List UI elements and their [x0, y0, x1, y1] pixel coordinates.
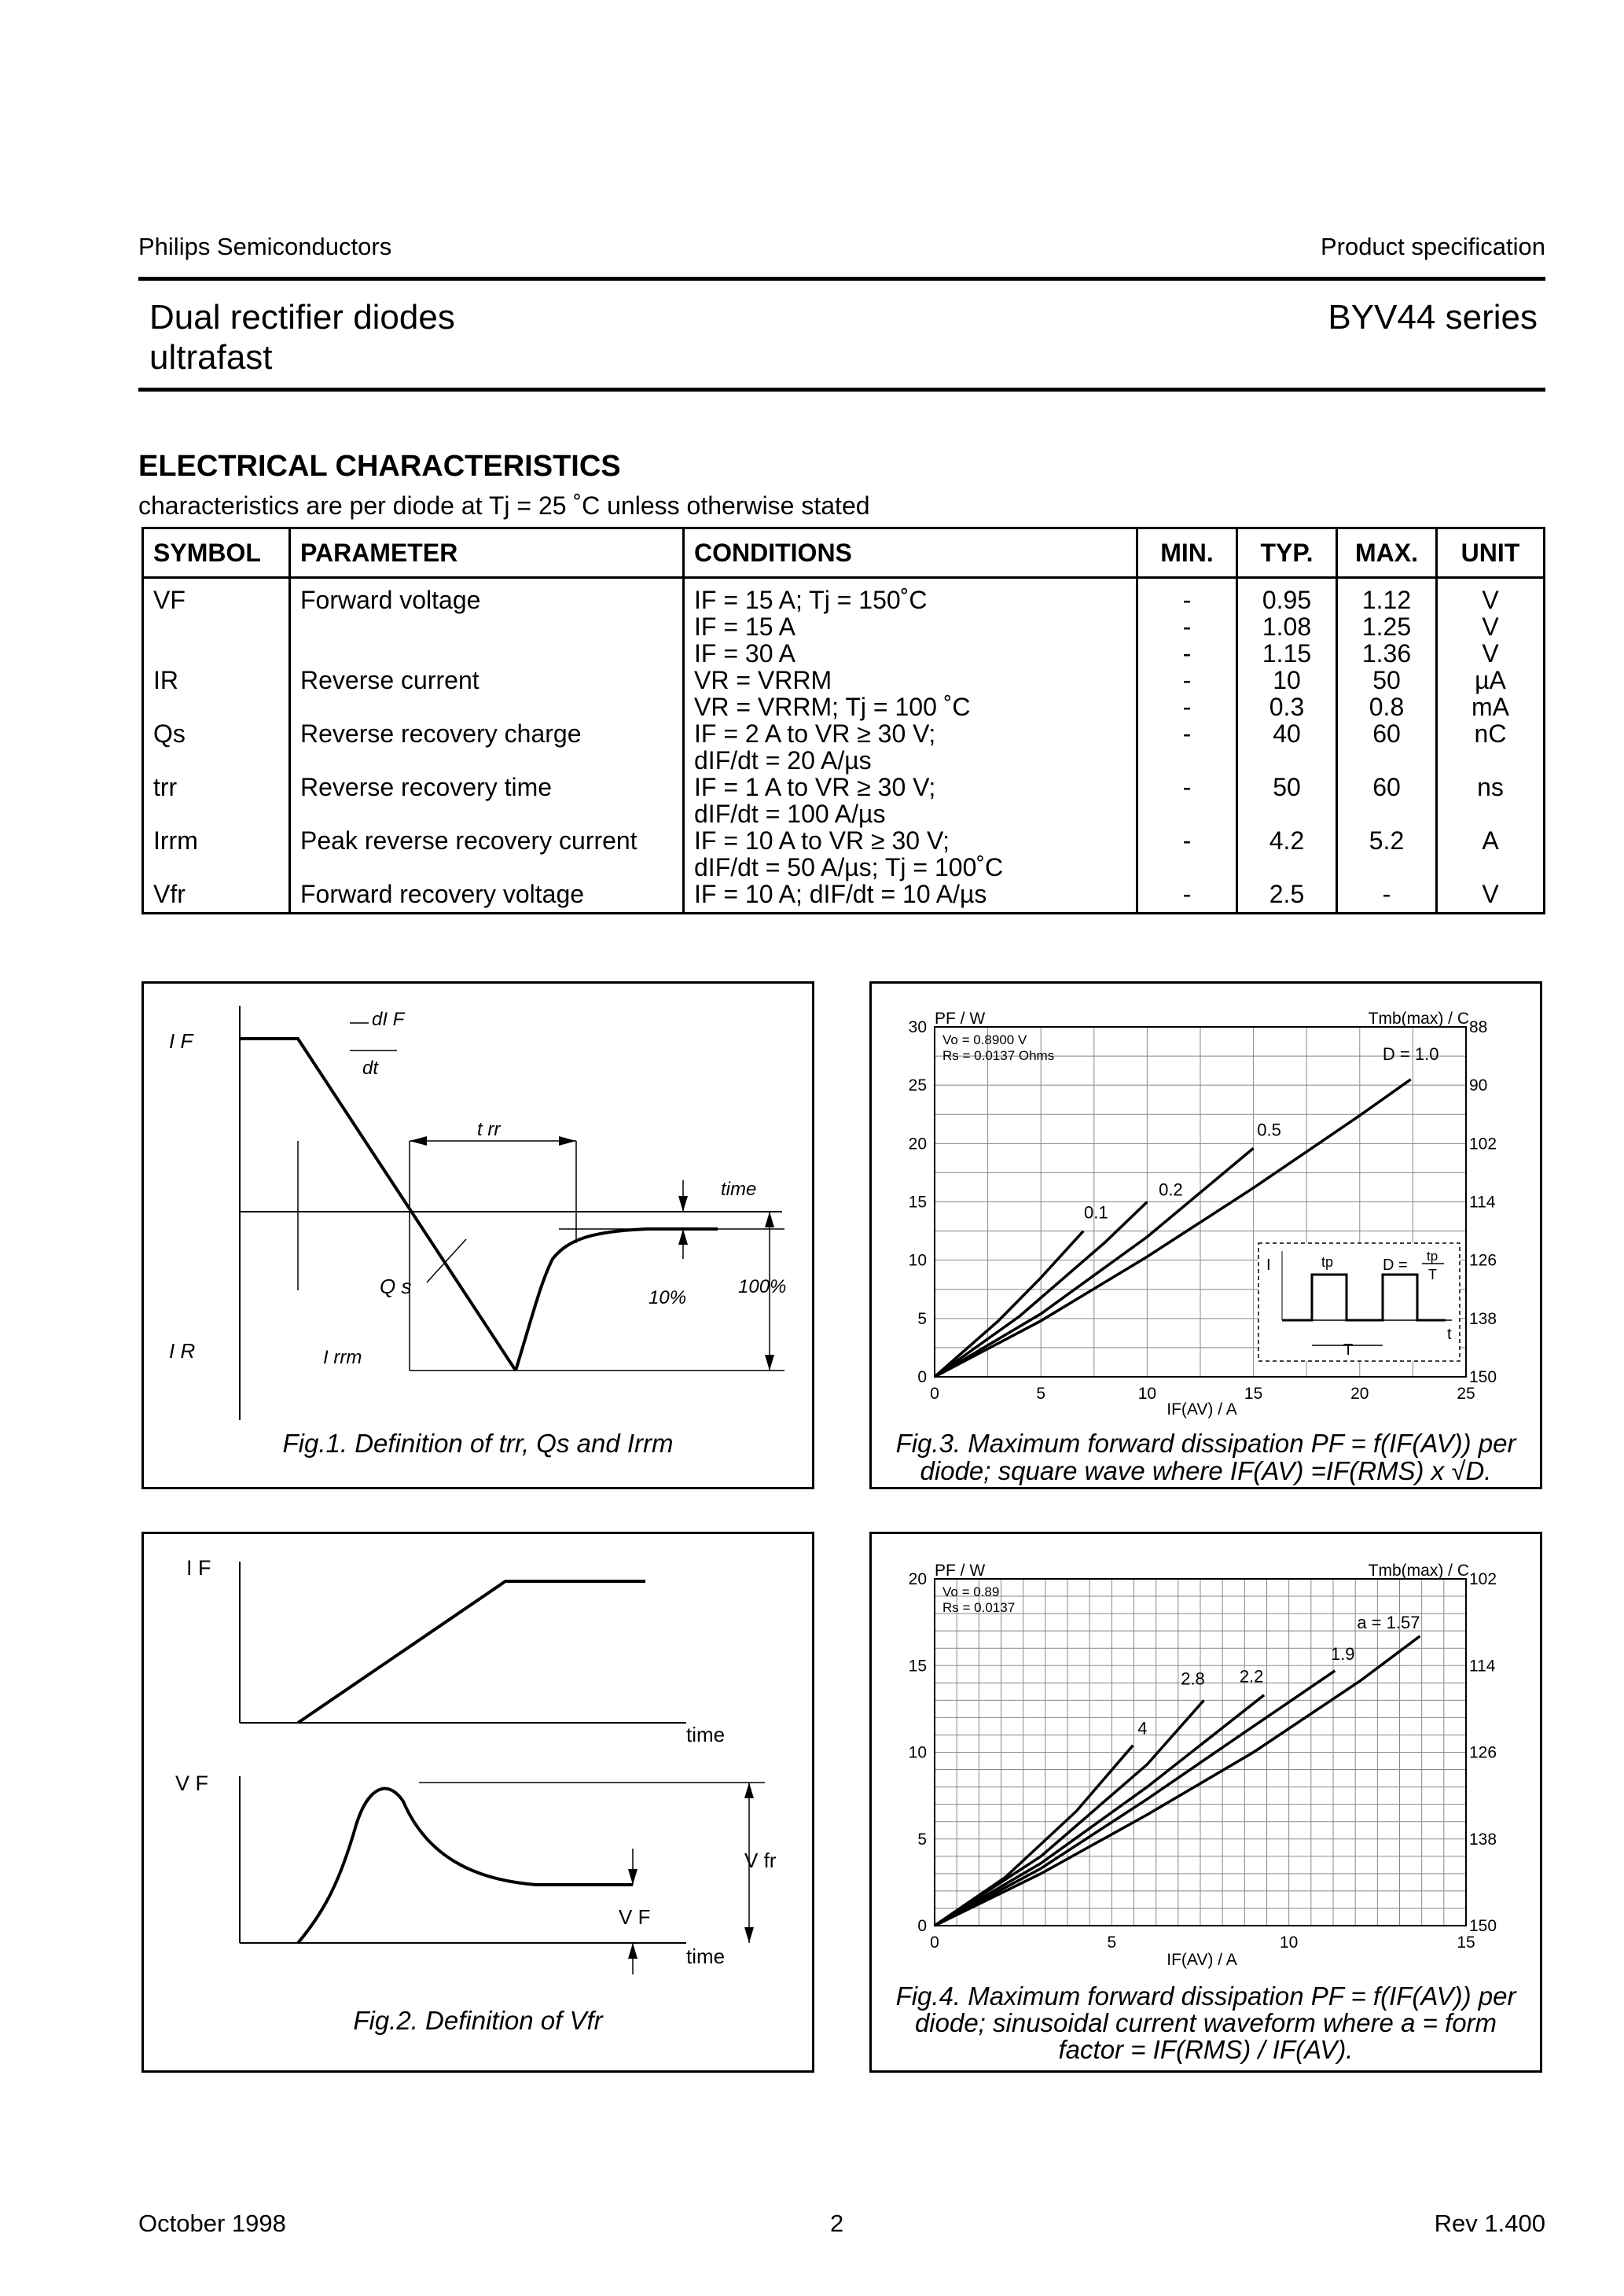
cell-min [1137, 854, 1237, 881]
y-axis-label: PF / W [935, 1562, 986, 1580]
cell-typ: 1.08 [1237, 613, 1337, 640]
series-line [935, 1231, 1083, 1377]
y2-tick-label: 88 [1469, 1018, 1488, 1036]
cell-typ: 0.95 [1237, 578, 1337, 614]
y-tick-label: 0 [917, 1368, 927, 1386]
col-typ: TYP. [1237, 528, 1337, 578]
cell-max [1337, 854, 1437, 881]
y-tick-label: 10 [908, 1743, 927, 1762]
x-tick-label: 15 [1457, 1934, 1475, 1952]
fig1-if-label: I F [169, 1029, 193, 1053]
cell-unit: nC [1437, 720, 1545, 747]
x-tick-label: 5 [1036, 1385, 1046, 1403]
cell-max: 50 [1337, 667, 1437, 694]
table-row [143, 667, 1545, 694]
cell-max: 1.12 [1337, 578, 1437, 614]
cell-min [1137, 747, 1237, 774]
cell-min: - [1137, 774, 1237, 800]
cell-unit: mA [1437, 694, 1545, 720]
cell-unit [1437, 854, 1545, 881]
x-tick-label: 15 [1244, 1385, 1263, 1403]
cell-symbol: trr [143, 774, 290, 800]
cell-min: - [1137, 881, 1237, 914]
fig2-vf2-label: V F [619, 1905, 651, 1929]
cell-unit: V [1437, 613, 1545, 640]
cell-symbol [143, 640, 290, 667]
cell-conditions: dIF/dt = 100 A/µs [684, 800, 1137, 827]
y-tick-label: 10 [908, 1251, 927, 1270]
y2-tick-label: 150 [1469, 1368, 1497, 1386]
cell-min: - [1137, 640, 1237, 667]
fig4-caption-line2: diode; sinusoidal current waveform where a = form [914, 2008, 1497, 2037]
note-rs: Rs = 0.0137 Ohms [942, 1048, 1055, 1063]
fig1-diagram [144, 984, 812, 1487]
series-label: a = 1.57 [1357, 1612, 1420, 1632]
series-label: 0.1 [1083, 1202, 1108, 1223]
fig1-caption: Fig.1. Definition of trr, Qs and Irrm [282, 1429, 674, 1458]
y-tick-label: 15 [908, 1657, 927, 1676]
cell-typ [1237, 800, 1337, 827]
x-axis-label: IF(AV) / A [1167, 1400, 1237, 1418]
y2-tick-label: 90 [1469, 1076, 1488, 1095]
fig1-didt-den: dt [362, 1058, 379, 1079]
table-row [143, 578, 1545, 614]
cell-symbol: Irrm [143, 827, 290, 854]
x-tick-label: 0 [930, 1385, 939, 1403]
cell-conditions: IF = 15 A; Tj = 150˚C [684, 578, 1137, 614]
fig1-100pct-label: 100% [738, 1276, 787, 1297]
table-row [143, 613, 1545, 640]
cell-unit: µA [1437, 667, 1545, 694]
cell-typ: 1.15 [1237, 640, 1337, 667]
electrical-characteristics-table [141, 527, 1545, 914]
x-tick-label: 25 [1457, 1385, 1475, 1403]
cell-conditions: VR = VRRM [684, 667, 1137, 694]
y-axis-label: PF / W [935, 1010, 986, 1028]
y-tick-label: 5 [917, 1309, 927, 1328]
y-tick-label: 0 [917, 1917, 927, 1935]
table-row [143, 800, 1545, 827]
fig2-time2-label: time [686, 1945, 726, 1968]
inset-tp-label: tp [1321, 1254, 1334, 1270]
cell-conditions: IF = 1 A to VR ≥ 30 V; [684, 774, 1137, 800]
table-row [143, 881, 1545, 914]
cell-conditions: IF = 2 A to VR ≥ 30 V; [684, 720, 1137, 747]
cell-min: - [1137, 694, 1237, 720]
x-axis-label: IF(AV) / A [1167, 1951, 1237, 1969]
fig1-time-label: time [721, 1179, 757, 1200]
inset-frac-num: tp [1427, 1249, 1438, 1264]
cell-typ: 2.5 [1237, 881, 1337, 914]
cell-parameter [290, 613, 684, 640]
table-row [143, 827, 1545, 854]
y-tick-label: 25 [908, 1076, 927, 1095]
y-tick-label: 5 [917, 1830, 927, 1849]
fig3-caption-line1: Fig.3. Maximum forward dissipation PF = f(IF(AV)) per [895, 1429, 1516, 1458]
y2-tick-label: 102 [1469, 1570, 1497, 1588]
cell-symbol: VF [143, 578, 290, 614]
cell-typ: 40 [1237, 720, 1337, 747]
cell-parameter [290, 747, 684, 774]
doc-title-line2: ultrafast [149, 338, 273, 377]
series-line [935, 1700, 1204, 1926]
series-label: 2.2 [1239, 1666, 1264, 1687]
fig1-box [141, 981, 814, 1489]
y2-axis-label: Tmb(max) / C [1368, 1010, 1469, 1028]
cell-parameter: Reverse recovery charge [290, 720, 684, 747]
inset-i-label: I [1266, 1257, 1271, 1274]
series-label: D = 1.0 [1382, 1043, 1439, 1064]
cell-min: - [1137, 827, 1237, 854]
cell-parameter: Peak reverse recovery current [290, 827, 684, 854]
cell-parameter: Reverse recovery time [290, 774, 684, 800]
cell-max: 5.2 [1337, 827, 1437, 854]
cell-conditions: IF = 30 A [684, 640, 1137, 667]
x-tick-label: 20 [1350, 1385, 1369, 1403]
fig2-vfr-label: V fr [744, 1849, 777, 1872]
cell-unit: V [1437, 881, 1545, 914]
cell-conditions: VR = VRRM; Tj = 100 ˚C [684, 694, 1137, 720]
cell-min: - [1137, 720, 1237, 747]
cell-parameter [290, 800, 684, 827]
y2-tick-label: 102 [1469, 1135, 1497, 1154]
cell-min: - [1137, 667, 1237, 694]
cell-typ: 50 [1237, 774, 1337, 800]
cell-max [1337, 800, 1437, 827]
note-rs: Rs = 0.0137 [942, 1600, 1016, 1615]
cell-parameter [290, 854, 684, 881]
note-vo: Vo = 0.8900 V [942, 1032, 1027, 1047]
series-label: 1.9 [1330, 1643, 1355, 1664]
fig1-trr-label: t rr [477, 1119, 501, 1140]
cell-parameter [290, 694, 684, 720]
cell-min: - [1137, 578, 1237, 614]
cell-conditions: dIF/dt = 50 A/µs; Tj = 100˚C [684, 854, 1137, 881]
y2-axis-label: Tmb(max) / C [1368, 1562, 1469, 1580]
cell-symbol: IR [143, 667, 290, 694]
fig1-irrm-label: I rrm [323, 1347, 362, 1368]
inset-d-label: D = [1383, 1257, 1408, 1274]
y2-tick-label: 126 [1469, 1743, 1497, 1762]
y2-tick-label: 138 [1469, 1830, 1497, 1849]
cell-max: - [1337, 881, 1437, 914]
x-tick-label: 10 [1137, 1385, 1157, 1403]
cell-symbol [143, 800, 290, 827]
footer-page-number: 2 [830, 2210, 844, 2237]
col-unit: UNIT [1437, 528, 1545, 578]
fig2-box [141, 1532, 814, 2073]
fig1-didt-num: dI F [372, 1009, 405, 1030]
col-symbol: SYMBOL [143, 528, 290, 578]
fig2-diagram [144, 1534, 812, 2069]
cell-unit: V [1437, 578, 1545, 614]
company-name: Philips Semiconductors [138, 233, 392, 260]
x-tick-label: 5 [1107, 1934, 1117, 1952]
doc-type: Product specification [1320, 233, 1545, 260]
y2-tick-label: 126 [1469, 1251, 1497, 1270]
cell-min [1137, 800, 1237, 827]
doc-title-line1: Dual rectifier diodes [149, 298, 455, 337]
col-parameter: PARAMETER [290, 528, 684, 578]
fig3-caption-line2: diode; square wave where IF(AV) =IF(RMS) x √D. [920, 1456, 1492, 1485]
fig4-caption-line1: Fig.4. Maximum forward dissipation PF = f(IF(AV)) per [895, 1981, 1516, 2011]
table-row [143, 640, 1545, 667]
fig2-time1-label: time [686, 1723, 726, 1746]
series-label: 0.5 [1257, 1120, 1281, 1140]
x-tick-label: 0 [930, 1934, 939, 1952]
cell-parameter [290, 640, 684, 667]
cell-conditions: dIF/dt = 20 A/µs [684, 747, 1137, 774]
footer-date: October 1998 [138, 2210, 286, 2237]
cell-typ: 10 [1237, 667, 1337, 694]
fig2-vf-label: V F [175, 1772, 209, 1795]
cell-typ: 0.3 [1237, 694, 1337, 720]
col-max: MAX. [1337, 528, 1437, 578]
fig2-if-label: I F [186, 1556, 211, 1580]
header-rule [138, 277, 1545, 281]
fig1-qs-label: Q s [380, 1275, 412, 1298]
cell-unit: ns [1437, 774, 1545, 800]
fig1-ir-label: I R [169, 1339, 196, 1363]
inset-t-axis-label: t [1447, 1326, 1452, 1343]
cell-max: 60 [1337, 720, 1437, 747]
cell-symbol [143, 854, 290, 881]
cell-unit: V [1437, 640, 1545, 667]
y2-tick-label: 114 [1469, 1193, 1496, 1212]
cell-conditions: IF = 10 A; dIF/dt = 10 A/µs [684, 881, 1137, 914]
col-conditions: CONDITIONS [684, 528, 1137, 578]
title-rule [138, 388, 1545, 392]
cell-symbol: Qs [143, 720, 290, 747]
cell-parameter: Forward voltage [290, 578, 684, 614]
cell-typ: 4.2 [1237, 827, 1337, 854]
cell-max: 60 [1337, 774, 1437, 800]
table-row [143, 694, 1545, 720]
cell-typ [1237, 854, 1337, 881]
y-tick-label: 30 [908, 1018, 927, 1036]
cell-conditions: IF = 15 A [684, 613, 1137, 640]
fig2-caption: Fig.2. Definition of Vfr [353, 2006, 603, 2035]
cell-parameter: Forward recovery voltage [290, 881, 684, 914]
col-min: MIN. [1137, 528, 1237, 578]
cell-symbol [143, 694, 290, 720]
table-header-row [143, 528, 1545, 578]
cell-min: - [1137, 613, 1237, 640]
section-title: ELECTRICAL CHARACTERISTICS [138, 450, 621, 483]
cell-conditions: IF = 10 A to VR ≥ 30 V; [684, 827, 1137, 854]
series-line [935, 1746, 1133, 1926]
table-row [143, 747, 1545, 774]
x-tick-label: 10 [1279, 1934, 1299, 1952]
inset-frac-den: T [1428, 1267, 1437, 1282]
cell-max [1337, 747, 1437, 774]
series-label: 0.2 [1159, 1179, 1183, 1200]
cell-unit: A [1437, 827, 1545, 854]
cell-symbol [143, 613, 290, 640]
table-row [143, 854, 1545, 881]
y-tick-label: 20 [908, 1570, 927, 1588]
cell-symbol [143, 747, 290, 774]
series-label: 2.8 [1181, 1669, 1205, 1689]
cell-max: 1.25 [1337, 613, 1437, 640]
series-label: 4 [1137, 1718, 1148, 1739]
fig3-chart [872, 984, 1540, 1487]
y2-tick-label: 150 [1469, 1917, 1497, 1935]
y2-tick-label: 138 [1469, 1309, 1497, 1328]
footer-revision: Rev 1.400 [1434, 2210, 1545, 2237]
cell-max: 1.36 [1337, 640, 1437, 667]
fig1-10pct-label: 10% [648, 1287, 687, 1308]
note-vo: Vo = 0.89 [942, 1584, 1000, 1599]
y-tick-label: 20 [908, 1135, 927, 1154]
table-row [143, 774, 1545, 800]
section-subtitle: characteristics are per diode at Tj = 25 ˚C unless otherwise stated [138, 491, 870, 520]
fig3-box [869, 981, 1542, 1489]
cell-symbol: Vfr [143, 881, 290, 914]
cell-unit [1437, 747, 1545, 774]
y2-tick-label: 114 [1469, 1657, 1496, 1676]
cell-max: 0.8 [1337, 694, 1437, 720]
cell-parameter: Reverse current [290, 667, 684, 694]
fig4-caption-line3: factor = IF(RMS) / IF(AV). [1058, 2035, 1354, 2064]
cell-unit [1437, 800, 1545, 827]
inset-period-label: T [1343, 1341, 1354, 1359]
table-row [143, 720, 1545, 747]
series-name: BYV44 series [1328, 298, 1538, 337]
cell-typ [1237, 747, 1337, 774]
y-tick-label: 15 [908, 1193, 927, 1212]
